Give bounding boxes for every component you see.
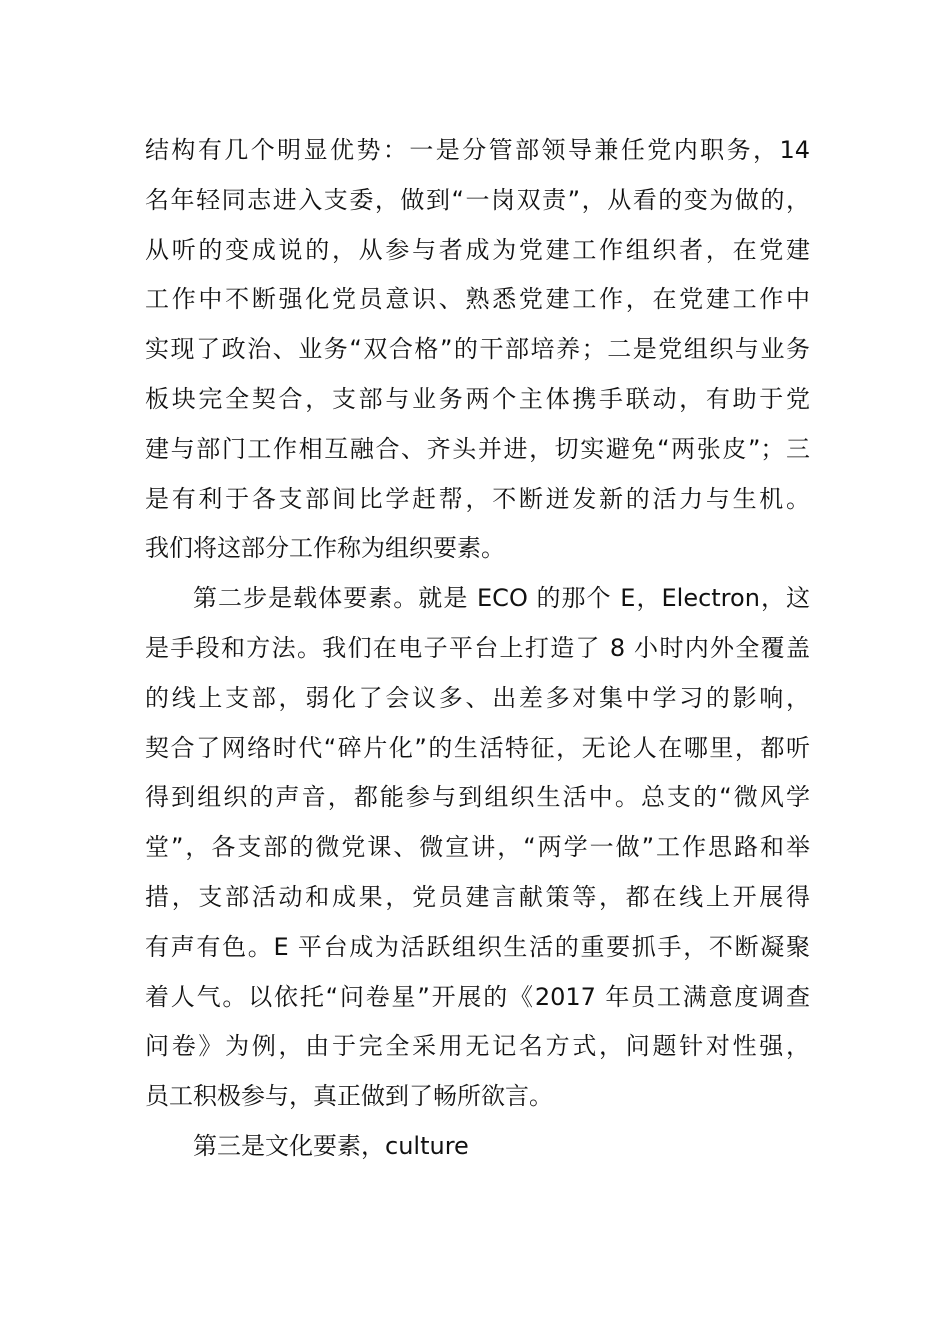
- text-line: 有声有色。E 平台成为活跃组织生活的重要抓手，不断凝聚: [145, 932, 810, 961]
- text-line: 是手段和方法。我们在电子平台上打造了 8 小时内外全覆盖: [145, 633, 810, 662]
- text-line: 措，支部活动和成果，党员建言献策等，都在线上开展得: [145, 882, 810, 911]
- text-line: 问卷》为例，由于完全采用无记名方式，问题针对性强，: [145, 1032, 810, 1061]
- text-line: 实现了政治、业务“双合格”的干部培养；二是党组织与业务: [145, 335, 810, 364]
- text-line: 堂”，各支部的微党课、微宣讲，“两学一做”工作思路和举: [145, 833, 810, 862]
- text-line: 工作中不断强化党员意识、熟悉党建工作，在党建工作中: [145, 285, 810, 314]
- text-line: 契合了网络时代“碎片化”的生活特征，无论人在哪里，都听: [145, 733, 810, 762]
- text-line: 得到组织的声音，都能参与到组织生活中。总支的“微风学: [145, 783, 810, 812]
- paragraph-start-line: 第三是文化要素，culture: [193, 1131, 469, 1160]
- text-line: 名年轻同志进入支委，做到“一岗双责”，从看的变为做的，: [145, 185, 810, 214]
- text-line: 是有利于各支部间比学赶帮，不断迸发新的活力与生机。: [145, 484, 810, 513]
- text-line: 板块完全契合，支部与业务两个主体携手联动，有助于党: [145, 384, 810, 413]
- paragraph-start-line: 第二步是载体要素。就是 ECO 的那个 E，Electron，这: [193, 584, 810, 613]
- text-line: 从听的变成说的，从参与者成为党建工作组织者，在党建: [145, 235, 810, 264]
- text-line: 建与部门工作相互融合、齐头并进，切实避免“两张皮”；三: [145, 434, 810, 463]
- text-line: 着人气。以依托“问卷星”开展的《2017 年员工满意度调查: [145, 982, 810, 1011]
- text-line: 结构有几个明显优势：一是分管部领导兼任党内职务，14: [145, 136, 810, 164]
- text-line: 的线上支部，弱化了会议多、出差多对集中学习的影响，: [145, 683, 810, 712]
- paragraph-end-line: 员工积极参与，真正做到了畅所欲言。: [145, 1082, 553, 1111]
- paragraph-end-line: 我们将这部分工作称为组织要素。: [145, 534, 505, 563]
- document-body: [145, 126, 810, 1172]
